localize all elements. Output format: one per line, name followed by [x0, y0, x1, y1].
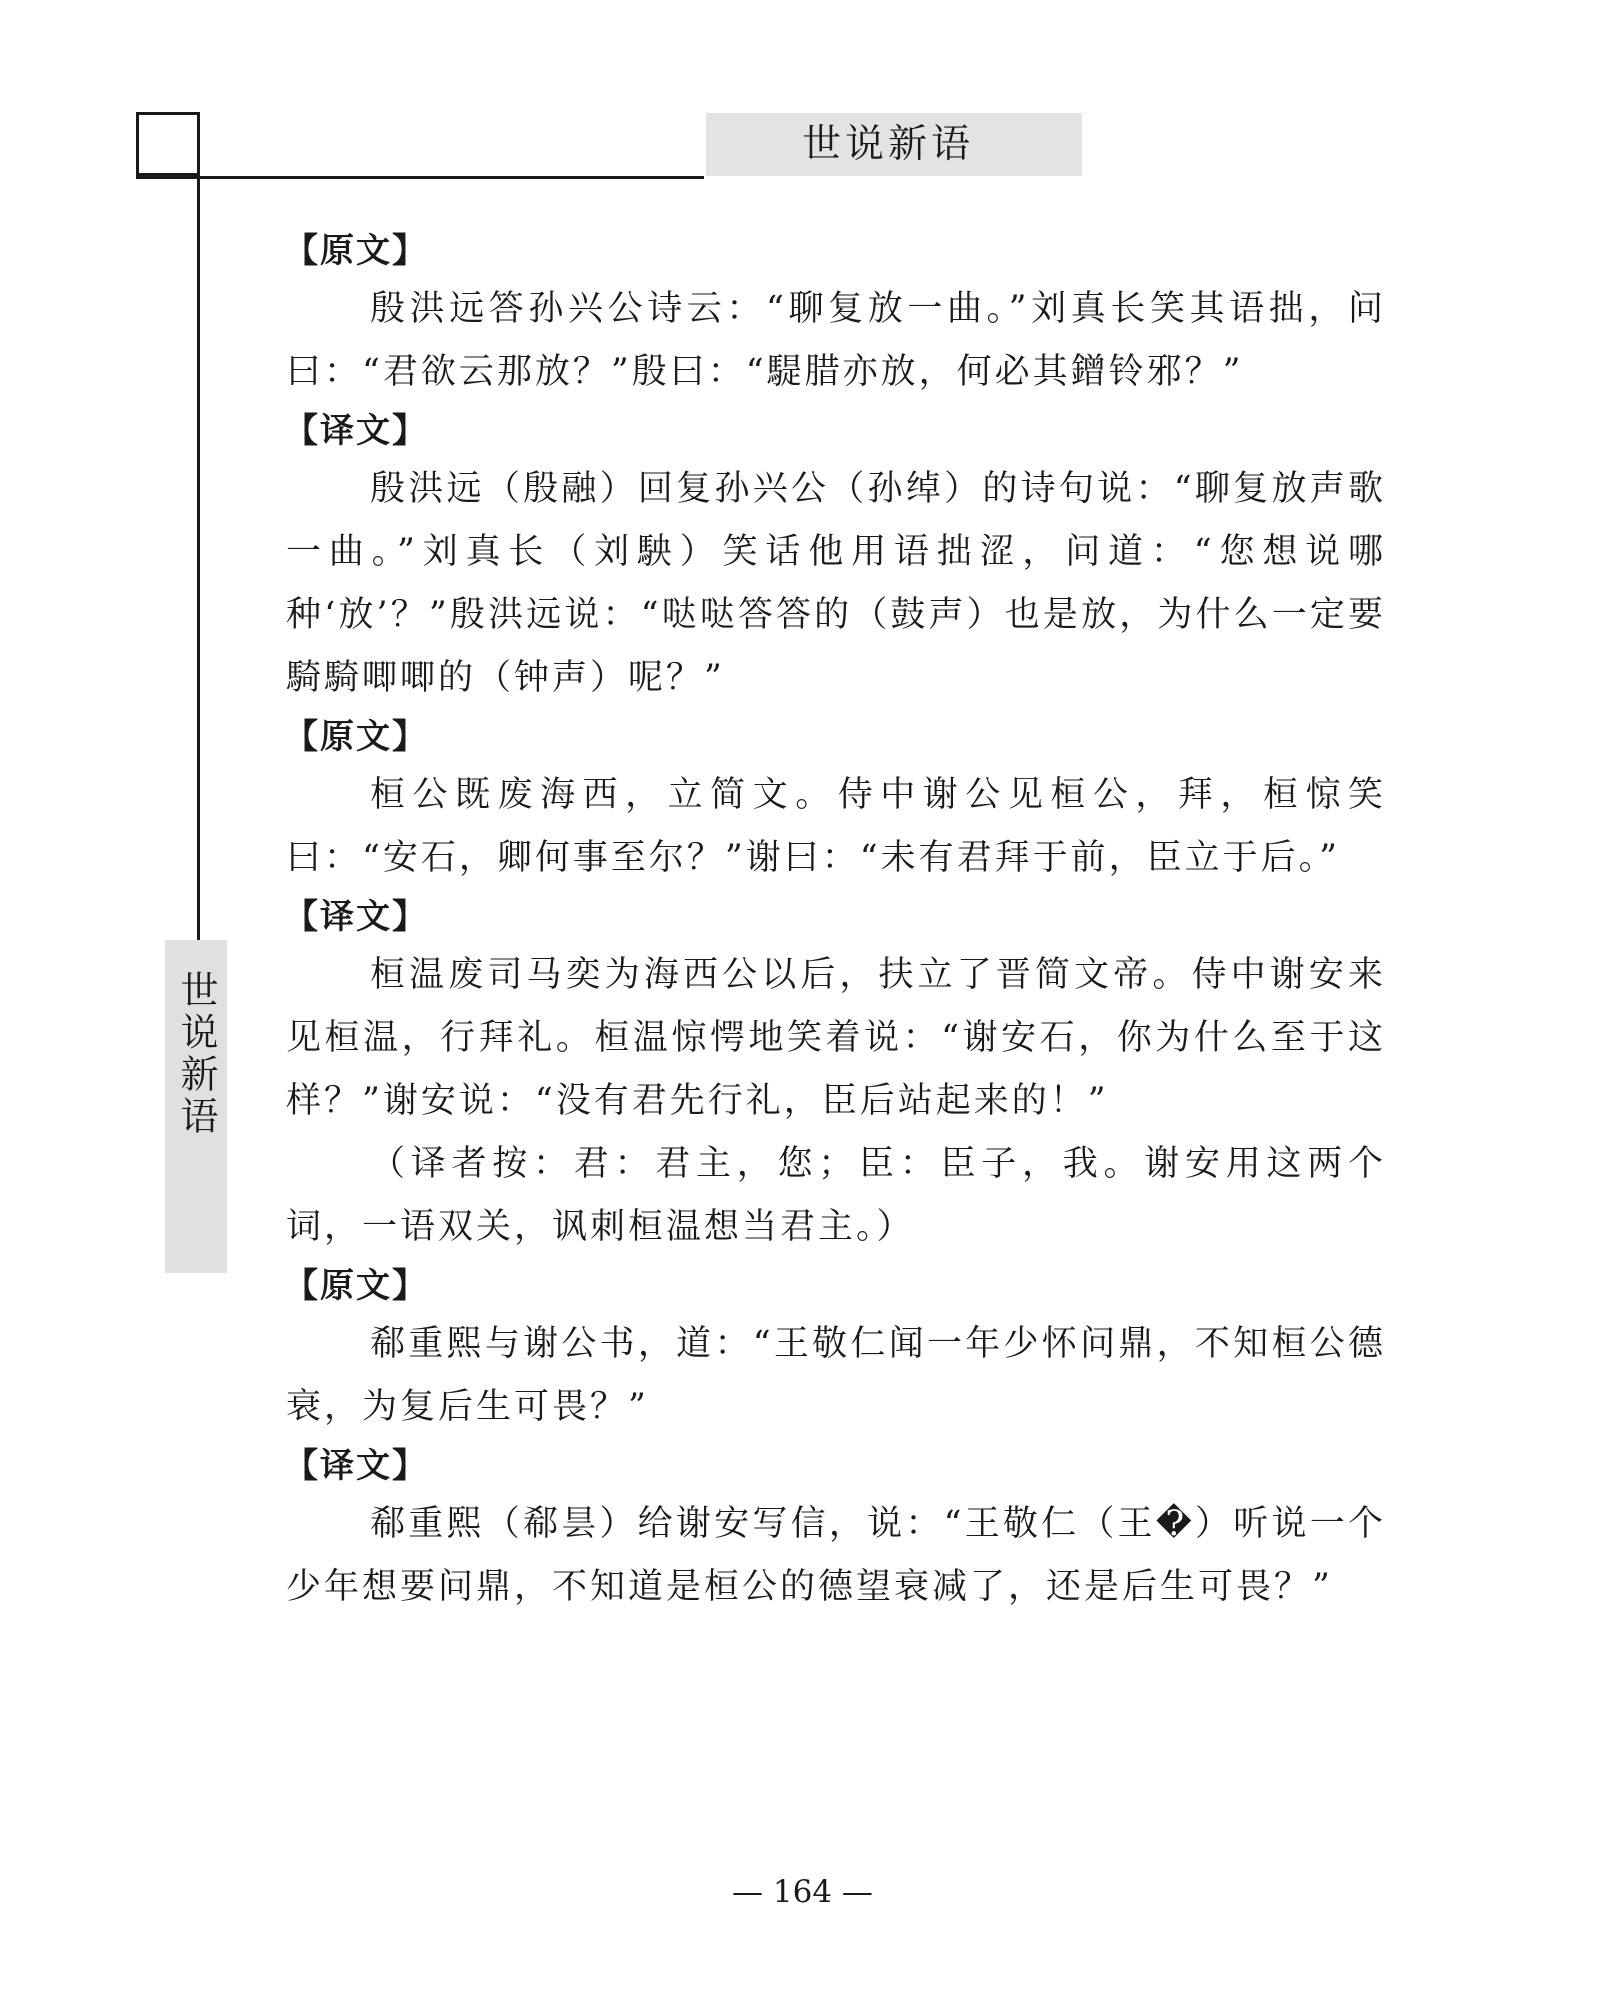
section-text: 殷洪远（殷融）回复孙兴公（孙绰）的诗句说：“聊复放声歌一曲。”刘真长（刘駚）笑话他用语拙涩，问道：“您想说哪种‘放’？”殷洪远说：“哒哒答答的（鼓声）也是放，为什么一定要騎騎唧唧的（钟声）呢？” [286, 469, 1386, 698]
section-heading: 【原文】 [284, 1266, 428, 1306]
section-original-3 [286, 1259, 1386, 1439]
header-rule [136, 176, 704, 179]
page-body [286, 224, 1386, 1619]
section-text: 殷洪远答孙兴公诗云：“聊复放一曲。”刘真长笑其语拙，问曰：“君欲云那放？”殷曰：“騠腊亦放，何必其鏳铃邪？” [286, 289, 1386, 392]
section-translation-2 [286, 890, 1386, 1259]
section-original-1 [286, 224, 1386, 404]
side-tab-label: 世说新语 [174, 970, 218, 1138]
section-text: 桓公既废海西，立简文。侍中谢公见桓公，拜，桓惊笑曰：“安石，卿何事至尔？”谢曰：“未有君拜于前，臣立于后。” [286, 775, 1386, 878]
translator-note: （译者按：君：君主，您；臣：臣子，我。谢安用这两个词，一语双关，讽刺桓温想当君主。） [286, 1144, 1386, 1247]
section-original-2 [286, 710, 1386, 890]
section-translation-1 [286, 404, 1386, 710]
corner-frame-box [136, 112, 200, 176]
running-header [706, 113, 1082, 176]
side-tab [165, 940, 227, 1273]
section-heading: 【原文】 [284, 231, 428, 271]
section-translation-3 [286, 1439, 1386, 1619]
section-text: 郗重熙与谢公书，道：“王敬仁闻一年少怀问鼎，不知桓公德衰，为复后生可畏？” [286, 1324, 1386, 1427]
section-heading: 【译文】 [284, 1446, 428, 1486]
section-text: 桓温废司马奕为海西公以后，扶立了晋简文帝。侍中谢安来见桓温，行拜礼。桓温惊愕地笑着说：“谢安石，你为什么至于这样？”谢安说：“没有君先行礼，臣后站起来的！” [286, 955, 1386, 1121]
section-heading: 【译文】 [284, 897, 428, 937]
section-heading: 【原文】 [284, 717, 428, 757]
margin-rule [197, 112, 200, 942]
section-text: 郗重熙（郗昙）给谢安写信，说：“王敬仁（王�）听说一个少年想要问鼎，不知道是桓公的德望衰减了，还是后生可畏？” [286, 1504, 1386, 1607]
page-number: — 164 — [732, 1874, 873, 1910]
running-header-title: 世说新语 [802, 122, 975, 167]
section-heading: 【译文】 [284, 411, 428, 451]
